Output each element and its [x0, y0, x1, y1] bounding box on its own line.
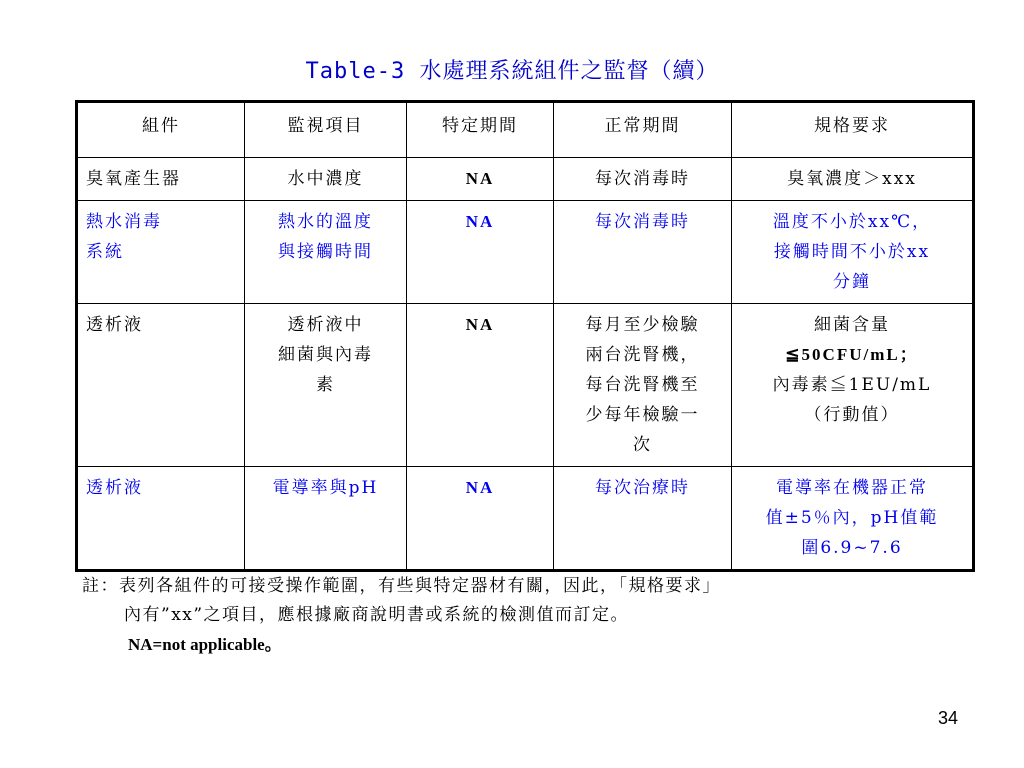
cell-component	[77, 201, 245, 304]
cell-normal: 每次消毒時	[554, 158, 732, 201]
table-row	[77, 201, 974, 304]
cell-line: 系統	[86, 242, 124, 262]
footnote-line: 內有”xx”之項目，應根據廠商說明書或系統的檢測值而訂定。	[124, 605, 630, 625]
cell-component: 透析液	[77, 304, 245, 467]
header-specific-period: 特定期間	[407, 102, 554, 158]
cell-normal: 每次消毒時	[554, 201, 732, 304]
cell-specific: NA	[407, 304, 554, 467]
cell-specific: NA	[407, 467, 554, 571]
cell-line: 細菌與內毒	[278, 345, 373, 365]
cell-spec	[732, 467, 974, 571]
cell-line: 素	[316, 375, 335, 395]
table-row	[77, 467, 974, 571]
cell-line: 每月至少檢驗	[585, 315, 700, 335]
page-title: Table-3 水處理系統組件之監督（續）	[305, 59, 719, 84]
footnote-line: 註：表列各組件的可接受操作範圍，有些與特定器材有關，因此，「規格要求」	[82, 576, 721, 596]
cell-monitor	[245, 201, 407, 304]
header-monitor-item: 監視項目	[245, 102, 407, 158]
header-normal-period: 正常期間	[554, 102, 732, 158]
table-row	[77, 304, 974, 467]
cell-line: 接觸時間不小於xx	[773, 242, 931, 262]
header-component: 組件	[77, 102, 245, 158]
cell-monitor: 電導率與pH	[245, 467, 407, 571]
cell-normal	[554, 304, 732, 467]
cell-line: 次	[633, 435, 652, 455]
cell-monitor: 水中濃度	[245, 158, 407, 201]
cell-line: 每台洗腎機至	[585, 375, 700, 395]
cell-specific: NA	[407, 201, 554, 304]
cell-line: （行動值）	[804, 405, 900, 425]
cell-line: 兩台洗腎機，	[585, 345, 700, 365]
cell-line: 電導率在機器正常	[776, 478, 928, 498]
page-number: 34	[937, 708, 958, 728]
table-row	[77, 158, 974, 201]
monitoring-table	[75, 100, 975, 572]
cell-line: 分鐘	[833, 272, 871, 292]
cell-line: 溫度不小於xx℃，	[772, 212, 932, 232]
cell-line: 值±5％內，pH值範	[765, 508, 939, 528]
cell-line: 透析液中	[287, 315, 364, 335]
cell-line: 熱水的溫度	[278, 212, 373, 232]
cell-component: 透析液	[77, 467, 245, 571]
table-header-row	[77, 102, 974, 158]
cell-spec: 臭氧濃度＞xxx	[732, 158, 974, 201]
cell-line: 內毒素≦1EU/mL	[772, 375, 932, 395]
cell-monitor	[245, 304, 407, 467]
cell-component: 臭氧產生器	[77, 158, 245, 201]
cell-line: 圍6.9~7.6	[801, 538, 903, 558]
cell-line: 熱水消毒	[86, 212, 162, 232]
cell-line: ≦50CFU/mL；	[785, 345, 919, 364]
cell-spec	[732, 304, 974, 467]
cell-spec	[732, 201, 974, 304]
footnote	[82, 572, 721, 659]
cell-normal: 每次治療時	[554, 467, 732, 571]
footnote-na-definition: NA=not applicable。	[128, 635, 282, 654]
cell-line: 少每年檢驗一	[585, 405, 700, 425]
cell-line: 與接觸時間	[278, 242, 373, 262]
cell-line: 細菌含量	[814, 315, 890, 335]
cell-specific: NA	[407, 158, 554, 201]
header-spec: 規格要求	[732, 102, 974, 158]
